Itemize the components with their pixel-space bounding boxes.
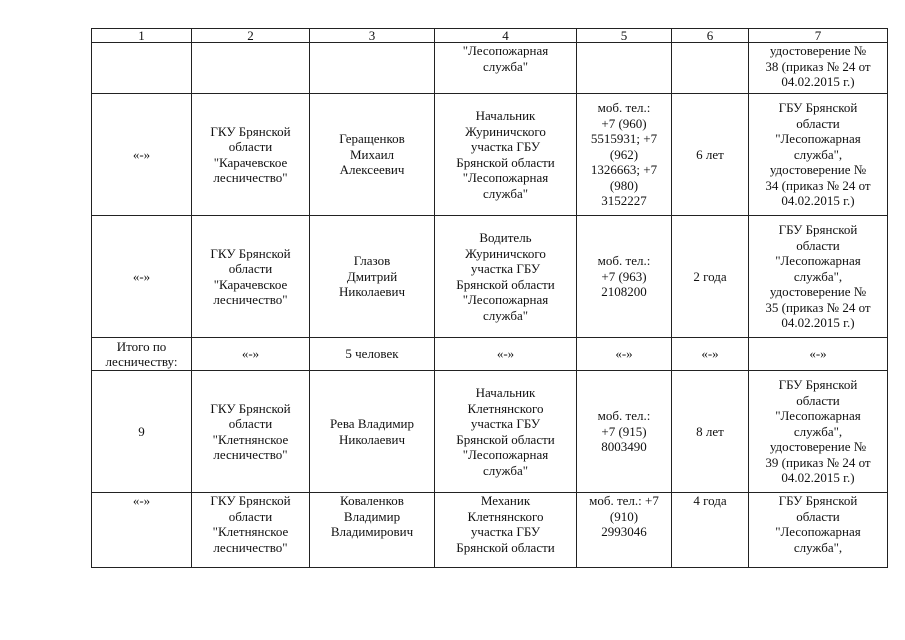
forestry-cell: ГКУ Брянской области "Клетнянское лесничество" [192,371,310,493]
full-name-cell: Рева Владимир Николаевич [310,371,435,493]
forestry-cell [192,43,310,94]
position-cell: Начальник Клетнянского участка ГБУ Брянской области "Лесопожарная служба" [435,371,577,493]
forestry-cell: ГКУ Брянской области "Клетнянское лесничество" [192,493,310,568]
full-name-cell: Геращенков Михаил Алексеевич [310,94,435,216]
certificate-cell: ГБУ Брянской области "Лесопожарная служба", [749,493,888,568]
row-number-cell: 9 [92,371,192,493]
full-name-cell: 5 человек [310,338,435,371]
experience-cell: 2 года [672,216,749,338]
row-number-cell: «-» [92,94,192,216]
column-number: 6 [672,29,749,43]
table-row [92,94,888,216]
row-number-cell: «-» [92,493,192,568]
staff-table [91,28,888,568]
certificate-cell: ГБУ Брянской области "Лесопожарная служба", удостоверение № 35 (приказ № 24 от 04.02.2015 г.) [749,216,888,338]
column-number: 4 [435,29,577,43]
column-number: 5 [577,29,672,43]
certificate-cell: ГБУ Брянской области "Лесопожарная служба", удостоверение № 34 (приказ № 24 от 04.02.2015 г.) [749,94,888,216]
position-cell: Механик Клетнянского участка ГБУ Брянской области [435,493,577,568]
table-row [92,371,888,493]
full-name-cell: Глазов Дмитрий Николаевич [310,216,435,338]
row-number-cell [92,43,192,94]
column-number: 7 [749,29,888,43]
table-row [92,43,888,94]
forestry-cell: ГКУ Брянской области "Карачевское лесничество" [192,94,310,216]
column-number: 3 [310,29,435,43]
phone-cell: «-» [577,338,672,371]
phone-cell: моб. тел.: +7 (915) 8003490 [577,371,672,493]
experience-cell: 6 лет [672,94,749,216]
table-row [92,216,888,338]
column-number: 2 [192,29,310,43]
experience-cell: 8 лет [672,371,749,493]
position-cell: «-» [435,338,577,371]
phone-cell: моб. тел.: +7 (960) 5515931; +7 (962) 1326663; +7 (980) 3152227 [577,94,672,216]
phone-cell: моб. тел.: +7 (963) 2108200 [577,216,672,338]
position-cell: Водитель Журиничского участка ГБУ Брянской области "Лесопожарная служба" [435,216,577,338]
certificate-cell: удостоверение № 38 (приказ № 24 от 04.02.2015 г.) [749,43,888,94]
position-cell: Начальник Журиничского участка ГБУ Брянской области "Лесопожарная служба" [435,94,577,216]
experience-cell: «-» [672,338,749,371]
row-number-cell: Итого по лесничеству: [92,338,192,371]
experience-cell: 4 года [672,493,749,568]
phone-cell: моб. тел.: +7 (910) 2993046 [577,493,672,568]
phone-cell [577,43,672,94]
table-body [92,29,888,568]
table-row [92,493,888,568]
row-number-cell: «-» [92,216,192,338]
experience-cell [672,43,749,94]
column-number: 1 [92,29,192,43]
certificate-cell: «-» [749,338,888,371]
full-name-cell [310,43,435,94]
forestry-cell: ГКУ Брянской области "Карачевское лесничество" [192,216,310,338]
position-cell: "Лесопожарная служба" [435,43,577,94]
forestry-cell: «-» [192,338,310,371]
header-row [92,29,888,43]
full-name-cell: Коваленков Владимир Владимирович [310,493,435,568]
table-row [92,338,888,371]
certificate-cell: ГБУ Брянской области "Лесопожарная служба", удостоверение № 39 (приказ № 24 от 04.02.2015 г.) [749,371,888,493]
